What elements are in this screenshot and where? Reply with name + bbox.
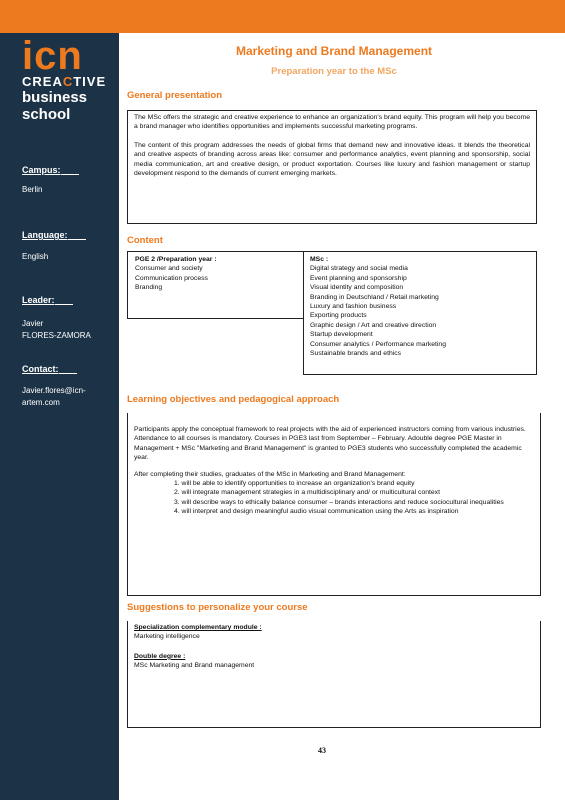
page-subtitle: Preparation year to the MSc xyxy=(271,66,397,77)
leader-first-name: Javier xyxy=(22,319,44,328)
msc-item: Consumer analytics / Performance marketing xyxy=(310,340,446,348)
msc-item: Digital strategy and social media xyxy=(310,265,408,273)
content-heading: Content xyxy=(127,235,163,246)
general-presentation-box xyxy=(127,110,537,224)
logo-school: school xyxy=(22,106,71,123)
page-number: 43 xyxy=(318,746,326,755)
general-paragraph-2: The content of this program addresses the needs of global firms that demand new and innovative ideas. It blends the theoretical and creative aspects of branding across areas like: consumer and performance analytics, event planning and sponsorship, social media communication, art and creative design, or product exportation. Courses like luxury and fashion management or startup development respond to the demands of current emerging markets. xyxy=(134,141,530,178)
contact-email-line1: Javier.flores@icn- xyxy=(22,386,86,395)
leader-last-name: FLORES-ZAMORA xyxy=(22,331,91,340)
msc-item: Luxury and fashion business xyxy=(310,303,397,311)
suggestions-heading: Suggestions to personalize your course xyxy=(127,602,308,613)
msc-item: Graphic design / Art and creative direction xyxy=(310,321,437,329)
logo-icn: icn xyxy=(22,34,83,78)
msc-item: Visual identity and composition xyxy=(310,284,404,292)
double-degree-label: Double degree : xyxy=(134,652,186,660)
leader-label: Leader: xyxy=(22,295,73,305)
objective-item: 2. will integrate management strategies in a multidisciplinary and/ or multicultural context xyxy=(174,489,440,497)
msc-item: Event planning and sponsorship xyxy=(310,274,407,282)
campus-label: Campus: xyxy=(22,165,79,175)
learning-box xyxy=(127,413,541,596)
main-content xyxy=(119,33,565,800)
logo-creative: CREACTIVE xyxy=(22,74,107,89)
language-label: Language: xyxy=(22,230,86,240)
sidebar xyxy=(0,33,119,800)
double-degree-value: MSc Marketing and Brand management xyxy=(134,662,255,670)
pge-item: Branding xyxy=(135,284,163,292)
specialization-label: Specialization complementary module : xyxy=(134,624,262,631)
objective-item: 4. will interpret and design meaningful audio visual communication using the Arts as inspiration xyxy=(174,508,459,516)
general-paragraph-1: The MSc offers the strategic and creative experience to enhance an organization's brand equity. This program will help you become a brand manager who identifies opportunities and implements successful marketing programs. xyxy=(134,114,530,131)
learning-paragraph-1: Participants apply the conceptual framework to real projects with the aid of experienced instructors coming from various industries. xyxy=(134,426,526,433)
page-title: Marketing and Brand Management xyxy=(235,44,433,58)
icn-logo xyxy=(22,34,107,123)
msc-item: Sustainable brands and ethics xyxy=(310,350,402,358)
contact-label: Contact: xyxy=(22,364,77,374)
content-msc-box xyxy=(303,251,537,375)
pge-item: Consumer and society xyxy=(135,265,203,273)
leader-value xyxy=(22,318,114,342)
campus-value: Berlin xyxy=(22,185,43,194)
objective-item: 3. will describe ways to ethically balance consumer – brands interactions and reduce sociocultural inequalities xyxy=(174,498,504,506)
specialization-value: Marketing intelligence xyxy=(134,633,200,641)
contact-email-line2: artem.com xyxy=(22,398,60,407)
msc-item: Exporting products xyxy=(310,312,367,320)
learning-heading: Learning objectives and pedagogical approach xyxy=(127,394,340,405)
pge-title: PGE 2 /Preparation year : xyxy=(135,256,217,263)
suggestions-box xyxy=(127,621,541,728)
content-pge-box xyxy=(127,251,319,319)
learning-paragraph-3: After completing their studies, graduates of the MSc in Marketing and Brand Management: xyxy=(134,470,406,478)
msc-item: Startup development xyxy=(310,331,373,339)
learning-paragraph-2: Attendance to all courses is mandatory. Courses in PGE3 last from September – February. Adouble degree PGE Master in Management + MSc "Marketing and Brand Management" is granted to PGE3 students who successfully completed the academic year. xyxy=(134,435,522,462)
top-bar xyxy=(0,0,565,33)
pge-item: Communication process xyxy=(135,274,208,282)
objective-item: 1. will be able to identify opportunities to increase an organization's brand equity xyxy=(174,480,415,488)
language-value: English xyxy=(22,252,49,261)
general-presentation-heading: General presentation xyxy=(127,90,223,101)
contact-email xyxy=(22,385,114,409)
logo-business: business xyxy=(22,89,88,106)
msc-item: Branding in Deutschland / Retail marketing xyxy=(310,293,439,301)
msc-title: MSc : xyxy=(310,256,329,263)
